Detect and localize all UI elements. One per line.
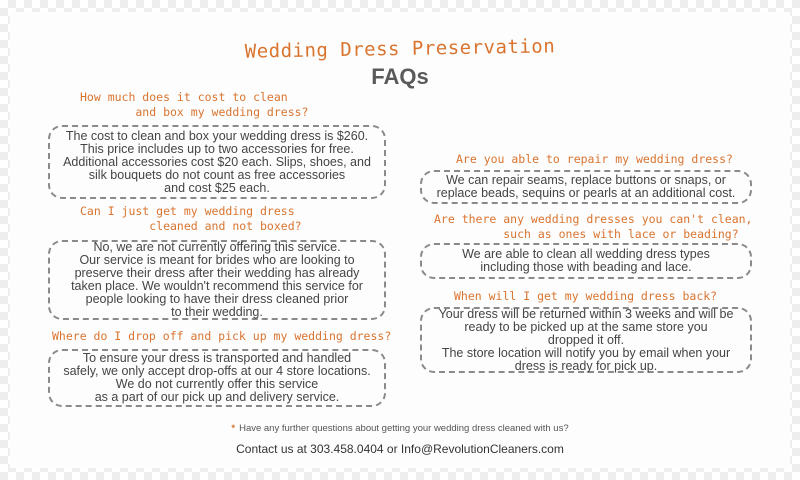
faq-question-clean-only: Can I just get my wedding dress cleaned and not boxed? xyxy=(80,204,302,233)
contact-line: Contact us at 303.458.0404 or Info@RevolutionCleaners.com xyxy=(236,442,564,456)
faq-page xyxy=(10,12,790,468)
faq-answer-cant-clean: We are able to clean all wedding dress types including those with beading and lace. xyxy=(420,243,752,279)
faq-answer-cost: The cost to clean and box your wedding dress is $260. This price includes up to two accessories for free. Additional accessories cost $20 each. Slips, shoes, and silk bouquets do not count as free accessories and cost $25 each. xyxy=(48,125,386,199)
page-subtitle: FAQs xyxy=(371,64,429,89)
faq-question-cant-clean: Are there any wedding dresses you can't clean, such as ones with lace or beading? xyxy=(434,212,753,241)
faq-answer-repair: We can repair seams, replace buttons or snaps, or replace beads, sequins or pearls at an additional cost. xyxy=(420,170,752,204)
faq-answer-return-time: Your dress will be returned within 3 weeks and will be ready to be picked up at the same store you dropped it off. The store location will notify you by email when your dress is ready for pick up. xyxy=(420,307,752,373)
footnote-text: Have any further questions about getting your wedding dress cleaned with us? xyxy=(239,423,569,434)
faq-question-repair: Are you able to repair my wedding dress? xyxy=(456,152,733,166)
footnote-star: * xyxy=(231,423,236,434)
faq-question-cost: How much does it cost to clean and box my wedding dress? xyxy=(80,90,309,119)
faq-answer-drop-off: To ensure your dress is transported and handled safely, we only accept drop-offs at our 4 store locations. We do not currently offer this service as a part of our pick up and delivery service. xyxy=(48,349,386,407)
page-title: Wedding Dress Preservation xyxy=(244,35,556,63)
faq-question-return-time: When will I get my wedding dress back? xyxy=(454,289,718,303)
faq-answer-clean-only: No, we are not currently offering this service. Our service is meant for brides who are looking to preserve their dress after their wedding has already taken place. We wouldn't recommend this service for people looking to have their dress cleaned prior to their wedding. xyxy=(48,240,386,320)
faq-question-drop-off: Where do I drop off and pick up my wedding dress? xyxy=(52,329,392,343)
footnote xyxy=(10,423,790,434)
